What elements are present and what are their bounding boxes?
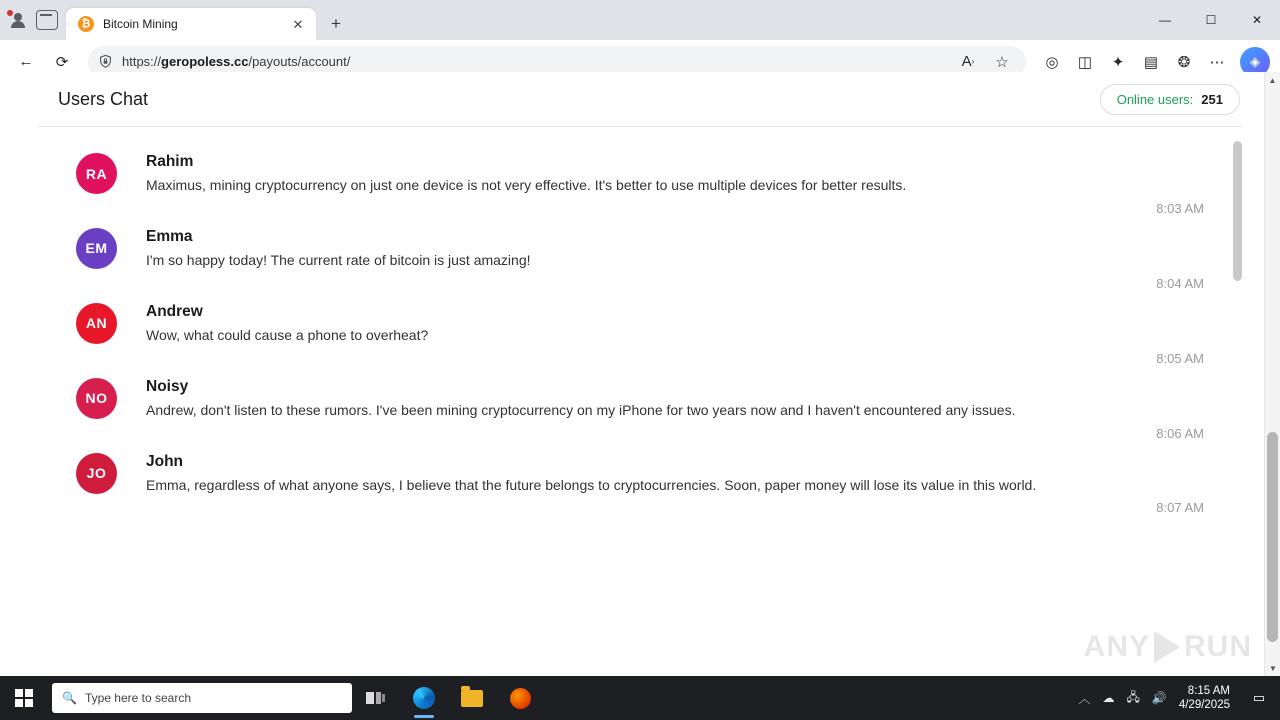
watermark-left-text: ANY [1083, 630, 1150, 663]
volume-icon[interactable]: 🔊 [1151, 691, 1167, 705]
search-input[interactable] [52, 683, 352, 713]
avatar: EM [76, 228, 117, 269]
favorites-icon[interactable]: ✦ [1111, 53, 1125, 71]
message-author: John [146, 452, 184, 470]
window-controls [1142, 0, 1280, 40]
chat-message-list [38, 127, 1224, 671]
list-item [38, 291, 1224, 345]
browser-essentials-icon[interactable]: ◎ [1045, 53, 1059, 71]
file-explorer-icon[interactable] [448, 676, 496, 720]
message-text: I'm so happy today! The current rate of bitcoin is just amazing! [146, 251, 531, 268]
favorite-star-icon[interactable]: ☆ [995, 53, 1009, 71]
windows-taskbar [0, 676, 1280, 720]
avatar: RA [76, 153, 117, 194]
message-time: 8:05 AM [1156, 350, 1204, 366]
list-item [38, 216, 1224, 270]
message-author: Rahim [146, 153, 194, 170]
system-tray [1078, 676, 1280, 720]
search-icon: 🔍 [62, 691, 77, 705]
message-text: Andrew, don't listen to these rumors. I've been mining cryptocurrency on my iPhone for two years now and I haven't encountered any issues. [146, 401, 1016, 418]
message-text: Wow, what could cause a phone to overheat? [146, 326, 429, 343]
start-button[interactable] [0, 676, 48, 720]
tab-actions-icon[interactable] [36, 10, 58, 30]
chat-scrollbar-thumb[interactable] [1233, 141, 1242, 281]
browser-tab[interactable] [66, 8, 316, 40]
show-hidden-icons[interactable]: ︿ [1078, 691, 1091, 706]
message-time: 8:04 AM [1156, 275, 1204, 291]
tab-title: Bitcoin Mining [103, 17, 178, 31]
reload-icon[interactable]: ⟳ [55, 53, 69, 71]
watermark-right-text: RUN [1184, 630, 1252, 663]
online-users-badge [1100, 84, 1240, 115]
online-users-label: Online users: [1116, 91, 1194, 107]
list-item [38, 366, 1224, 420]
message-time: 8:03 AM [1156, 200, 1204, 216]
message-time: 8:06 AM [1156, 425, 1204, 441]
chat-scrollbar[interactable] [1232, 127, 1242, 671]
url-text: https://geropoless.cc/payouts/account/ [122, 54, 351, 69]
split-screen-icon[interactable]: ◫ [1077, 53, 1093, 71]
notifications-icon[interactable]: ▭ [1252, 690, 1266, 705]
network-icon[interactable]: 🖧 [1126, 689, 1140, 704]
shield-lock-icon [96, 53, 114, 71]
copilot-icon[interactable]: ◈ [1240, 47, 1270, 77]
edge-taskbar-icon[interactable] [400, 676, 448, 720]
taskbar-clock[interactable] [1179, 684, 1234, 713]
read-aloud-icon[interactable]: A › [961, 53, 975, 70]
window-close-button[interactable]: ✕ [1251, 13, 1263, 27]
page-content [0, 72, 1280, 676]
tab-strip [0, 0, 1280, 40]
profile-icon[interactable] [10, 12, 26, 28]
list-item [38, 441, 1224, 495]
page-title: Users Chat [58, 88, 149, 109]
collections-icon[interactable]: ▤ [1143, 53, 1159, 71]
message-author: Emma [146, 227, 193, 245]
avatar: NO [76, 378, 117, 419]
browser-essentials-2-icon[interactable]: ❂ [1177, 53, 1191, 71]
chat-panel [38, 126, 1242, 671]
page-scrollbar-thumb[interactable] [1267, 432, 1278, 642]
search-placeholder: Type here to search [84, 691, 192, 705]
settings-more-icon[interactable]: ⋯ [1209, 53, 1225, 71]
page-scrollbar[interactable] [1264, 72, 1280, 676]
windows-logo-icon [15, 689, 33, 707]
back-icon[interactable]: ← [18, 53, 34, 70]
maximize-button[interactable]: ☐ [1205, 13, 1217, 27]
chat-header [0, 72, 1280, 126]
list-item [38, 141, 1224, 195]
message-author: Noisy [146, 377, 189, 395]
message-time: 8:07 AM [1156, 500, 1204, 516]
message-text: Maximus, mining cryptocurrency on just one device is not very effective. It's better to use multiple devices for better results. [146, 177, 907, 193]
online-users-count: 251 [1201, 91, 1223, 107]
minimize-button[interactable]: — [1159, 13, 1171, 27]
new-tab-button[interactable]: + [331, 14, 341, 33]
message-text: Emma, regardless of what anyone says, I believe that the future belongs to cryptocurrencies. Soon, paper money will lose its value in this world. [146, 476, 1037, 493]
avatar: AN [76, 303, 117, 344]
scroll-down-icon[interactable]: ▼ [1269, 663, 1277, 673]
scroll-up-icon[interactable]: ▲ [1268, 75, 1277, 85]
onedrive-icon[interactable]: ☁ [1102, 691, 1115, 705]
task-view-icon[interactable] [352, 676, 400, 720]
avatar: JO [76, 453, 117, 494]
tab-favicon-icon: ₿ [78, 16, 94, 32]
clock-time: 8:15 AM [1187, 684, 1230, 697]
firefox-taskbar-icon[interactable] [496, 676, 544, 720]
clock-date: 4/29/2025 [1178, 699, 1230, 711]
message-author: Andrew [146, 302, 203, 320]
close-icon[interactable]: ✕ [292, 16, 304, 32]
tabstrip-left-controls [6, 10, 66, 40]
